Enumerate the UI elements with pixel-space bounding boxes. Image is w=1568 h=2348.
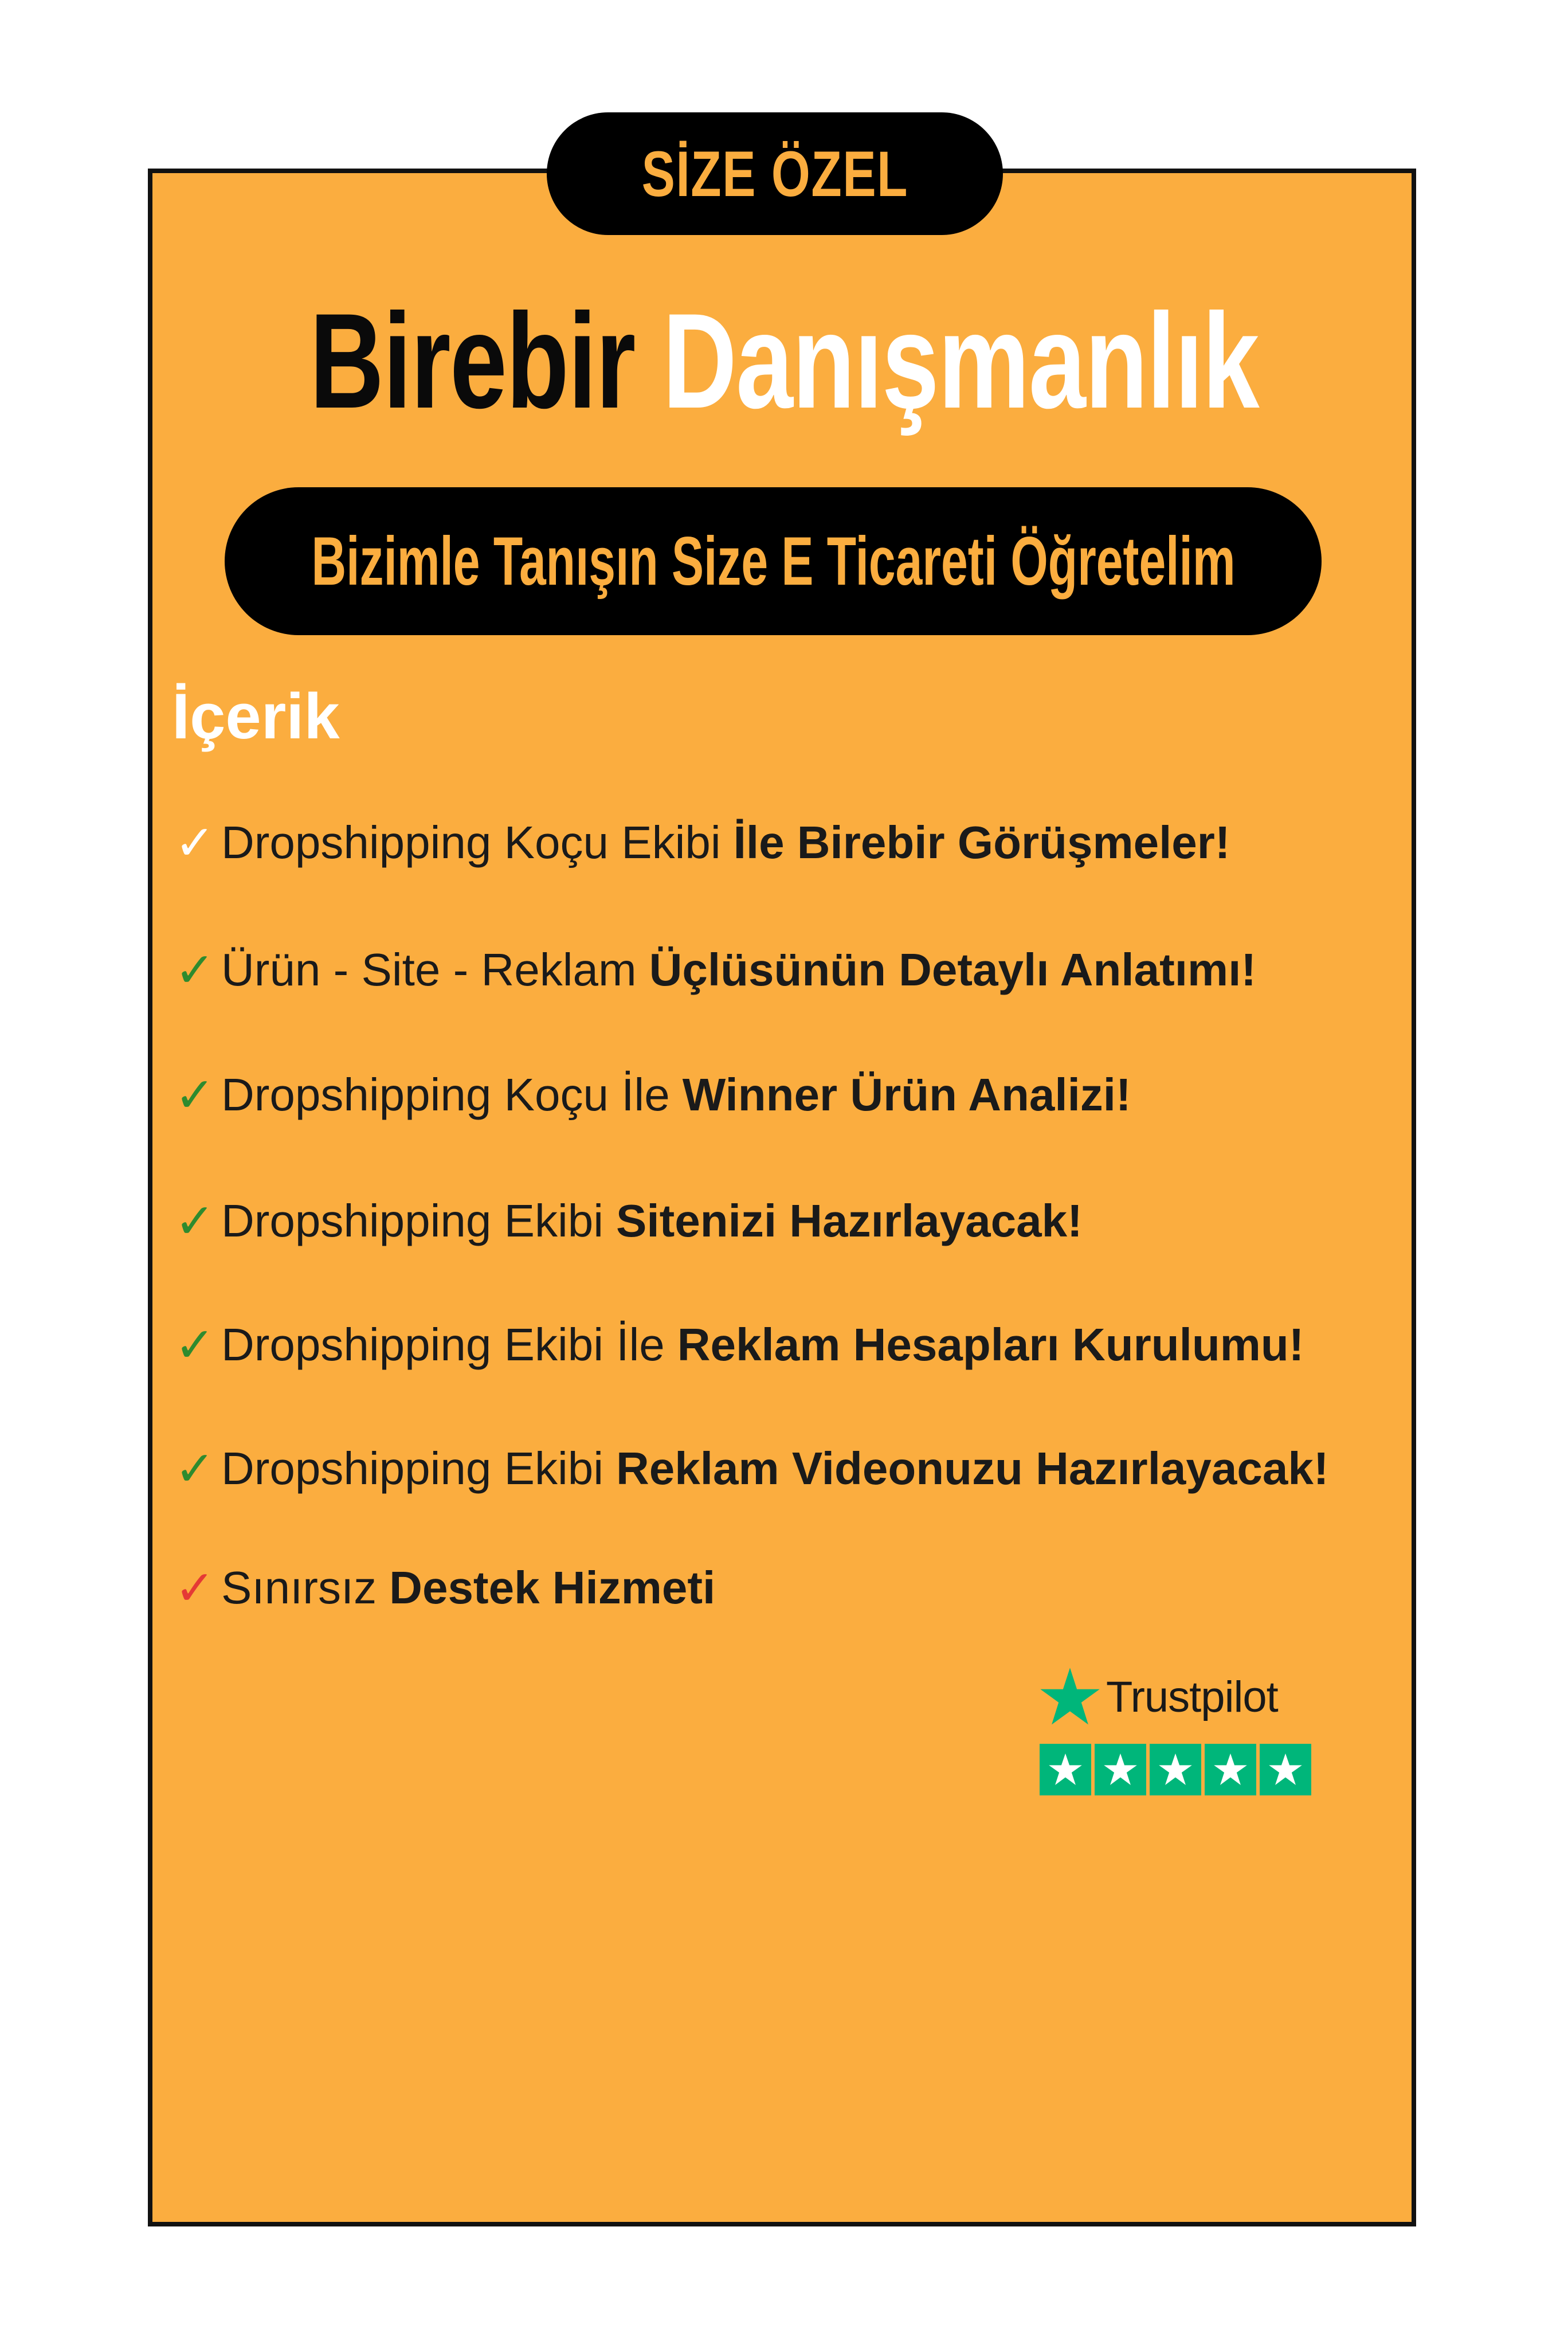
trustpilot-widget <box>1038 1662 1319 1800</box>
subtitle-label: Bizimle Tanışın Size E Ticareti Öğretelim <box>311 523 1236 600</box>
rating-star <box>1205 1744 1256 1795</box>
star-icon <box>1212 1751 1249 1788</box>
check-icon: ✓ <box>174 1194 215 1248</box>
check-icon: ✓ <box>174 816 215 870</box>
rating-star <box>1150 1744 1201 1795</box>
feature-text: Ürün - Site - Reklam <box>221 944 637 995</box>
title-part-birebir: Birebir <box>309 285 635 437</box>
star-icon <box>1047 1751 1084 1788</box>
trustpilot-name: Trustpilot <box>1106 1672 1278 1721</box>
star-icon <box>1102 1751 1139 1788</box>
check-icon: ✓ <box>174 943 215 997</box>
check-icon: ✓ <box>174 1442 215 1496</box>
feature-highlight: Winner Ürün Analizi! <box>682 1069 1131 1120</box>
page-title <box>0 287 1568 436</box>
feature-item <box>172 1553 715 1622</box>
feature-text: Dropshipping Koçu İle <box>221 1069 670 1120</box>
feature-item <box>172 808 1230 877</box>
feature-text: Sınırsız <box>221 1562 377 1613</box>
feature-highlight: İle Birebir Görüşmeler! <box>733 817 1230 868</box>
feature-highlight: Sitenizi Hazırlayacak! <box>616 1195 1083 1246</box>
rating-star <box>1040 1744 1091 1795</box>
check-icon: ✓ <box>174 1318 215 1372</box>
feature-item <box>172 1060 1131 1129</box>
star-icon <box>1267 1751 1304 1788</box>
trustpilot-header <box>1038 1662 1278 1731</box>
feature-highlight: Üçlüsünün Detaylı Anlatımı! <box>649 944 1256 995</box>
size-ozel-badge <box>547 112 1003 235</box>
feature-item <box>172 1187 1083 1255</box>
check-icon: ✓ <box>174 1068 215 1122</box>
trustpilot-rating <box>1040 1744 1311 1795</box>
subtitle-pill <box>225 487 1322 635</box>
feature-text: Dropshipping Ekibi <box>221 1195 604 1246</box>
trustpilot-star-icon <box>1038 1665 1101 1728</box>
feature-highlight: Reklam Hesapları Kurulumu! <box>677 1319 1304 1370</box>
rating-star <box>1260 1744 1311 1795</box>
feature-highlight: Reklam Videonuzu Hazırlayacak! <box>616 1443 1329 1494</box>
feature-text: Dropshipping Ekibi İle <box>221 1319 665 1370</box>
feature-highlight: Destek Hizmeti <box>389 1562 716 1613</box>
star-icon <box>1157 1751 1194 1788</box>
feature-text: Dropshipping Koçu Ekibi <box>221 817 721 868</box>
feature-item <box>172 1310 1304 1379</box>
section-title-icerik: İçerik <box>172 680 340 752</box>
feature-text: Dropshipping Ekibi <box>221 1443 604 1494</box>
rating-star <box>1095 1744 1146 1795</box>
badge-label: SİZE ÖZEL <box>641 138 908 210</box>
feature-item <box>172 1434 1329 1503</box>
feature-item <box>172 936 1256 1004</box>
title-part-danismanlik: Danışmanlık <box>662 285 1259 437</box>
check-icon: ✓ <box>174 1561 215 1615</box>
